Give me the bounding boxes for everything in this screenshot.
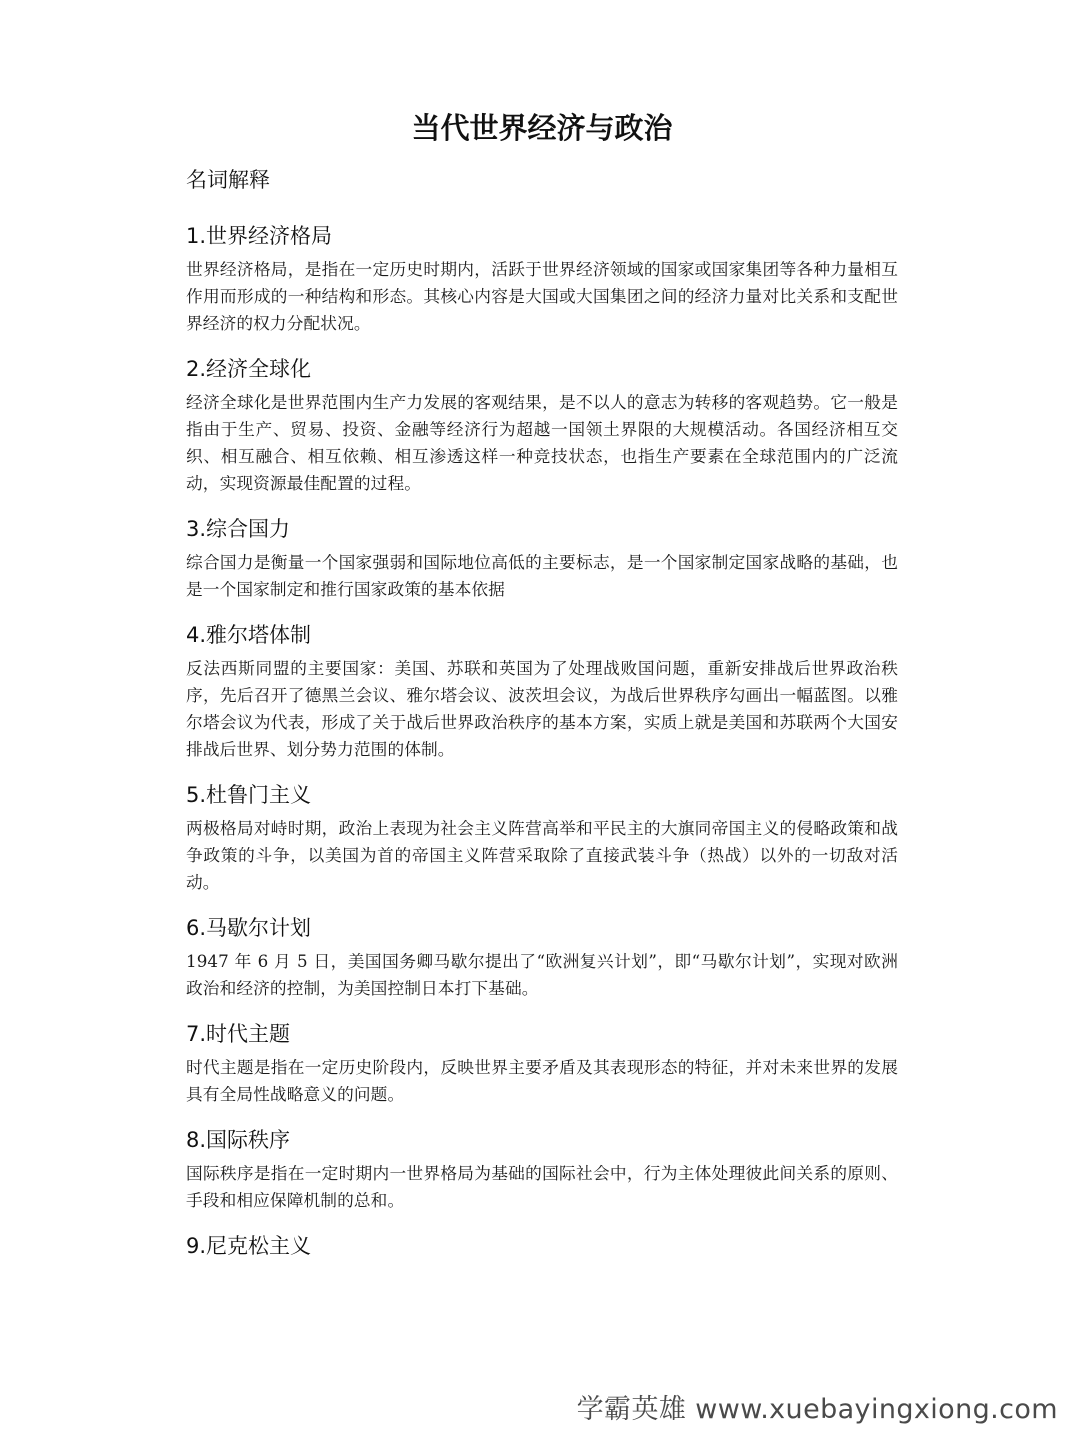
term-title: 1.世界经济格局 <box>186 224 333 248</box>
term-title: 4.雅尔塔体制 <box>186 623 312 647</box>
term-item <box>186 218 898 337</box>
term-item <box>186 1122 898 1214</box>
term-definition: 两极格局对峙时期，政治上表现为社会主义阵营高举和平民主的大旗同帝国主义的侵略政策和战争政策的斗争，以美国为首的帝国主义阵营采取除了直接武装斗争（热战）以外的一切敌对活动。 <box>186 818 898 892</box>
term-item <box>186 910 898 1002</box>
term-item <box>186 511 898 603</box>
term-item <box>186 351 898 497</box>
term-title: 3.综合国力 <box>186 517 291 541</box>
term-definition: 1947 年 6 月 5 日，美国国务卿马歇尔提出了“欧洲复兴计划”，即“马歇尔计划”，实现对欧洲政治和经济的控制，为美国控制日本打下基础。 <box>186 951 898 998</box>
term-item <box>186 777 898 896</box>
term-title: 7.时代主题 <box>186 1022 291 1046</box>
term-definition: 综合国力是衡量一个国家强弱和国际地位高低的主要标志，是一个国家制定国家战略的基础，也是一个国家制定和推行国家政策的基本依据 <box>186 552 898 599</box>
term-definition: 世界经济格局，是指在一定历史时期内，活跃于世界经济领域的国家或国家集团等各种力量相互作用而形成的一种结构和形态。其核心内容是大国或大国集团之间的经济力量对比关系和支配世界经济的权力分配状况。 <box>186 259 898 333</box>
term-list <box>186 218 898 1266</box>
term-title: 2.经济全球化 <box>186 357 312 381</box>
term-title: 5.杜鲁门主义 <box>186 783 312 807</box>
term-item <box>186 617 898 763</box>
site-watermark: 学霸英雄 www.xuebayingxiong.com <box>576 1394 1058 1425</box>
term-item <box>186 1016 898 1108</box>
term-title: 9.尼克松主义 <box>186 1234 312 1258</box>
term-definition: 反法西斯同盟的主要国家：美国、苏联和英国为了处理战败国问题，重新安排战后世界政治秩序，先后召开了德黑兰会议、雅尔塔会议、波茨坦会议，为战后世界秩序勾画出一幅蓝图。以雅尔塔会议为代表，形成了关于战后世界政治秩序的基本方案，实质上就是美国和苏联两个大国安排战后世界、划分势力范围的体制。 <box>186 658 898 759</box>
term-title: 6.马歇尔计划 <box>186 916 312 940</box>
term-title: 8.国际秩序 <box>186 1128 291 1152</box>
term-definition: 国际秩序是指在一定时期内一世界格局为基础的国际社会中，行为主体处理彼此间关系的原则、手段和相应保障机制的总和。 <box>186 1163 898 1210</box>
term-item <box>186 1228 898 1266</box>
section-heading: 名词解释 <box>186 168 270 192</box>
term-definition: 时代主题是指在一定历史阶段内，反映世界主要矛盾及其表现形态的特征，并对未来世界的发展具有全局性战略意义的问题。 <box>186 1057 898 1104</box>
term-definition: 经济全球化是世界范围内生产力发展的客观结果，是不以人的意志为转移的客观趋势。它一般是指由于生产、贸易、投资、金融等经济行为超越一国领土界限的大规模活动。各国经济相互交织、相互融合、相互依赖、相互渗透这样一种竞技状态，也指生产要素在全球范围内的广泛流动，实现资源最佳配置的过程。 <box>186 392 898 493</box>
document-title: 当代世界经济与政治 <box>411 111 673 145</box>
